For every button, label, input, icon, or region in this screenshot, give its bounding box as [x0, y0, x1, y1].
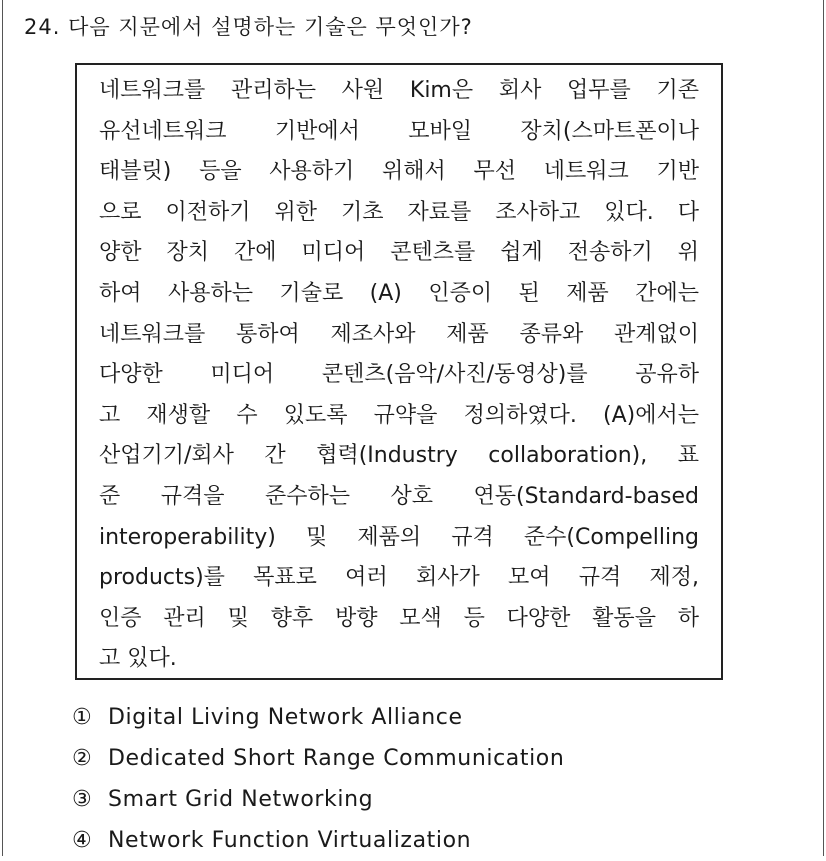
passage-line: 다양한 미디어 콘텐츠(음악/사진/동영상)를 공유하: [99, 362, 699, 388]
option-label: Network Function Virtualization: [108, 828, 472, 853]
passage-line: 고 있다.: [99, 646, 177, 672]
passage-line: 태블릿) 등을 사용하기 위해서 무선 네트워크 기반: [99, 159, 699, 185]
passage-line: 양한 장치 간에 미디어 콘텐츠를 쉽게 전송하기 위: [99, 240, 699, 266]
option-3[interactable]: [72, 779, 564, 820]
option-label: Dedicated Short Range Communication: [108, 746, 565, 771]
passage-line: 하여 사용하는 기술로 (A) 인증이 된 제품 간에는: [99, 280, 699, 306]
option-1[interactable]: [72, 697, 564, 738]
passage-line: 산업기기/회사 간 협력(Industry collaboration), 표: [99, 443, 699, 469]
passage-box: [75, 63, 723, 680]
option-label: Smart Grid Networking: [108, 787, 374, 812]
passage-line: 네트워크를 통하여 제조사와 제품 종류와 관계없이: [99, 321, 699, 347]
page-left-border: [2, 0, 3, 856]
passage-line: 으로 이전하기 위한 기초 자료를 조사하고 있다. 다: [99, 199, 699, 225]
option-number: ③: [72, 787, 93, 812]
answer-options: [72, 697, 564, 861]
option-2[interactable]: [72, 738, 564, 779]
page-right-border: [823, 0, 824, 856]
passage-line: 유선네트워크 기반에서 모바일 장치(스마트폰이나: [99, 118, 699, 144]
option-number: ②: [72, 746, 93, 771]
passage-line: products)를 목표로 여러 회사가 모여 규격 제정,: [99, 565, 699, 591]
passage-line: 네트워크를 관리하는 사원 Kim은 회사 업무를 기존: [99, 78, 699, 103]
passage-line: 준 규격을 준수하는 상호 연동(Standard-based: [99, 483, 699, 509]
passage-line: interoperability) 및 제품의 규격 준수(Compelling: [99, 524, 699, 550]
option-label: Digital Living Network Alliance: [108, 705, 463, 730]
passage-line: 인증 관리 및 향후 방향 모색 등 다양한 활동을 하: [99, 605, 699, 631]
question-title: 24. 다음 지문에서 설명하는 기술은 무엇인가?: [24, 15, 473, 39]
option-4[interactable]: [72, 820, 564, 861]
option-number: ①: [72, 705, 93, 730]
option-number: ④: [72, 828, 93, 853]
passage-line: 고 재생할 수 있도록 규약을 정의하였다. (A)에서는: [99, 402, 699, 428]
